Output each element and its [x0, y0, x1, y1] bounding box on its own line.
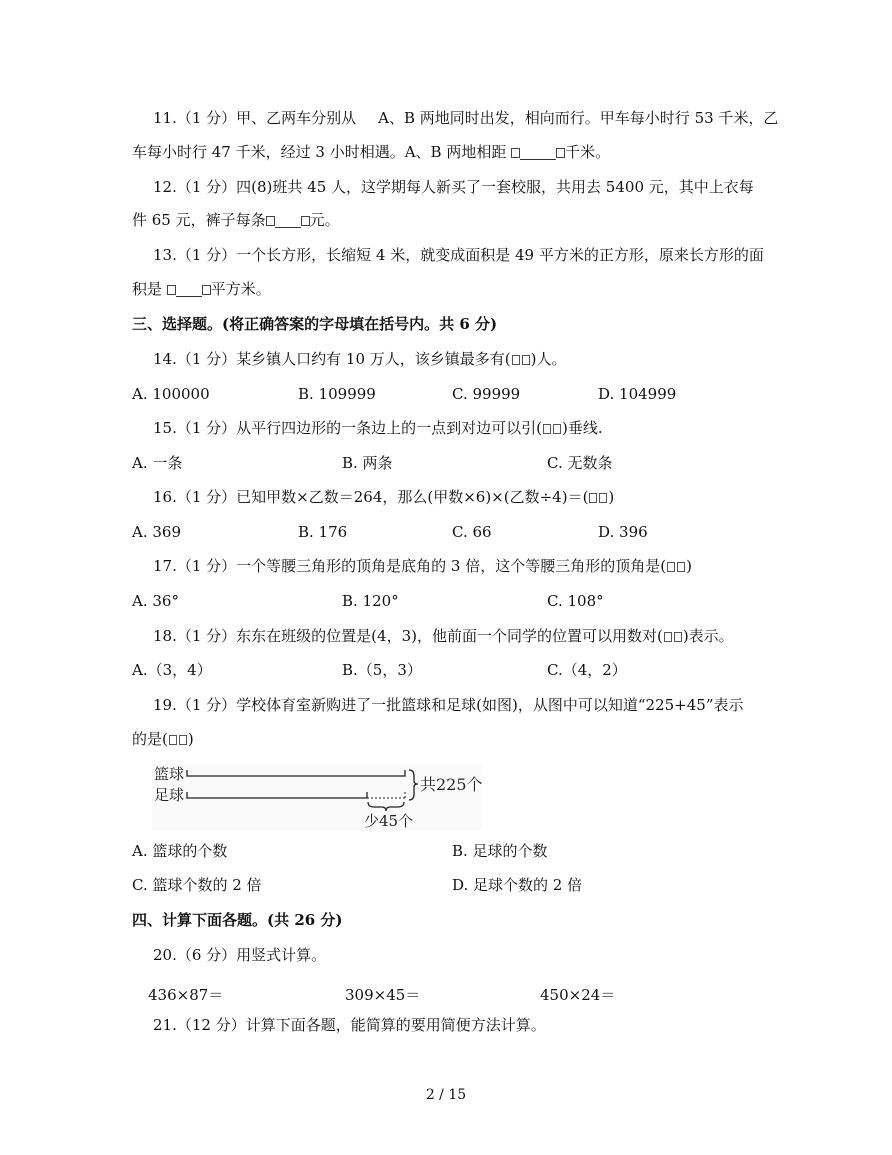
q17-answer-box-2: [677, 562, 685, 572]
q19-answer-box[interactable]: [169, 735, 177, 745]
diagram-basketball-label: 篮球: [154, 765, 185, 783]
q17-stem: [153, 556, 692, 576]
section-3-heading: 三、选择题。(将正确答案的字母填在括号内。共 6 分): [132, 315, 498, 333]
q14-stem: [153, 349, 567, 369]
q11-text-b: A、B 两地同时出发，相向而行。甲车每小时行 53 千米，乙: [378, 109, 779, 127]
q19-answer-box-2: [179, 735, 187, 745]
q15-option-c[interactable]: C. 无数条: [547, 454, 613, 472]
q16-answer-box[interactable]: [589, 493, 597, 503]
diagram-basketball-bar: [187, 770, 405, 776]
q19-text-a: 的是(: [132, 730, 168, 748]
q16-option-a[interactable]: A. 369: [132, 523, 181, 541]
q17-answer-box[interactable]: [667, 562, 675, 572]
q20-item-3: 450×24＝: [540, 986, 616, 1004]
diagram-total-brace: [409, 770, 418, 800]
q18-stem-a: 18.（1 分）东东在班级的位置是(4，3)，他前面一个同学的位置可以用数对(: [153, 627, 663, 645]
diagram-football-bar: [187, 792, 367, 798]
q19-option-d[interactable]: D. 足球个数的 2 倍: [452, 876, 583, 894]
q16-option-b[interactable]: B. 176: [298, 523, 348, 541]
q15-option-b[interactable]: B. 两条: [342, 454, 393, 472]
q19-option-b[interactable]: B. 足球的个数: [452, 842, 548, 860]
q16-answer-box-2: [599, 493, 607, 503]
q12-text-a: 件 65 元，裤子每条: [132, 211, 266, 229]
q11-line1: [153, 108, 778, 128]
q20-item-2: 309×45＝: [345, 986, 421, 1004]
q17-stem-b: ): [686, 557, 692, 575]
q13-line1: 13.（1 分）一个长方形，长缩短 4 米，就变成面积是 49 平方米的正方形，原来长方形的面: [153, 246, 764, 264]
q14-stem-a: 14.（1 分）某乡镇人口约有 10 万人，该乡镇最多有(: [153, 350, 511, 368]
q15-option-a[interactable]: A. 一条: [132, 454, 183, 472]
q11-text-a: 11.（1 分）甲、乙两车分别从: [153, 109, 357, 127]
q18-stem: [153, 626, 734, 646]
q18-stem-b: )表示。: [682, 627, 734, 645]
q11-text-c: 车每小时行 47 千米，经过 3 小时相遇。A、B 两地相距: [132, 143, 507, 161]
q15-stem: [153, 418, 603, 438]
q14-option-d[interactable]: D. 104999: [598, 385, 677, 403]
q14-option-b[interactable]: B. 109999: [298, 385, 376, 403]
page-number: 2 / 15: [425, 1087, 467, 1103]
q11-line2: [132, 142, 610, 162]
q16-stem-b: ): [608, 488, 615, 506]
q13-answer-blank[interactable]: [167, 279, 211, 299]
q11-text-d: 千米。: [565, 143, 611, 161]
q16-option-d[interactable]: D. 396: [598, 523, 648, 541]
diagram-less-brace: [368, 802, 404, 811]
q13-text-b: 平方米。: [210, 280, 271, 298]
q16-option-c[interactable]: C. 66: [452, 523, 492, 541]
q21-stem: 21.（12 分）计算下面各题，能简算的要用简便方法计算。: [153, 1016, 546, 1034]
q16-stem: [153, 487, 614, 507]
q19-line2: [132, 729, 194, 749]
q17-option-c[interactable]: C. 108°: [547, 592, 604, 610]
q19-diagram-svg: [152, 764, 482, 830]
q14-option-c[interactable]: C. 99999: [452, 385, 521, 403]
q14-stem-b: )人。: [530, 350, 567, 368]
diagram-less-label: 少45个: [364, 812, 414, 830]
section-4-heading: 四、计算下面各题。(共 26 分): [132, 911, 343, 929]
q13-line2: [132, 279, 271, 299]
q18-answer-box-2: [674, 632, 682, 642]
q19-option-c[interactable]: C. 篮球个数的 2 倍: [132, 876, 262, 894]
q12-text-b: 元。: [309, 211, 340, 229]
q11-answer-blank[interactable]: [511, 142, 565, 162]
q18-answer-box[interactable]: [664, 632, 672, 642]
q18-option-b[interactable]: B.（5，3）: [342, 661, 422, 679]
q12-line2: [132, 210, 340, 230]
q19-line1: 19.（1 分）学校体育室新购进了一批篮球和足球(如图)，从图中可以知道“225+45”表示: [153, 696, 744, 714]
q12-line1: 12.（1 分）四(8)班共 45 人，这学期每人新买了一套校服，共用去 5400 元，其中上衣每: [153, 178, 754, 196]
q14-answer-box-2: [522, 355, 530, 365]
q20-item-1: 436×87＝: [148, 986, 224, 1004]
q14-option-a[interactable]: A. 100000: [132, 385, 210, 403]
q19-option-a[interactable]: A. 篮球的个数: [132, 842, 228, 860]
q20-stem: 20.（6 分）用竖式计算。: [153, 946, 327, 964]
q15-stem-a: 15.（1 分）从平行四边形的一条边上的一点到对边可以引(: [153, 419, 543, 437]
q13-text-a: 积是: [132, 280, 163, 298]
q18-option-a[interactable]: A.（3，4）: [132, 661, 212, 679]
q12-answer-blank[interactable]: [266, 210, 310, 230]
q15-stem-b: )垂线.: [562, 419, 603, 437]
q19-text-b: ): [187, 730, 194, 748]
q16-stem-a: 16.（1 分）已知甲数×乙数＝264，那么(甲数×6)×(乙数÷4)＝(: [153, 488, 589, 506]
q15-answer-box[interactable]: [543, 424, 551, 434]
q17-option-b[interactable]: B. 120°: [342, 592, 399, 610]
q19-bar-diagram: [152, 764, 482, 830]
q17-stem-a: 17.（1 分）一个等腰三角形的顶角是底角的 3 倍，这个等腰三角形的顶角是(: [153, 557, 667, 575]
q17-option-a[interactable]: A. 36°: [132, 592, 179, 610]
diagram-total-label: 共225个: [420, 775, 482, 794]
q14-answer-box[interactable]: [512, 355, 520, 365]
q15-answer-box-2: [553, 424, 561, 434]
q18-option-c[interactable]: C.（4，2）: [547, 661, 627, 679]
diagram-football-label: 足球: [154, 786, 185, 804]
